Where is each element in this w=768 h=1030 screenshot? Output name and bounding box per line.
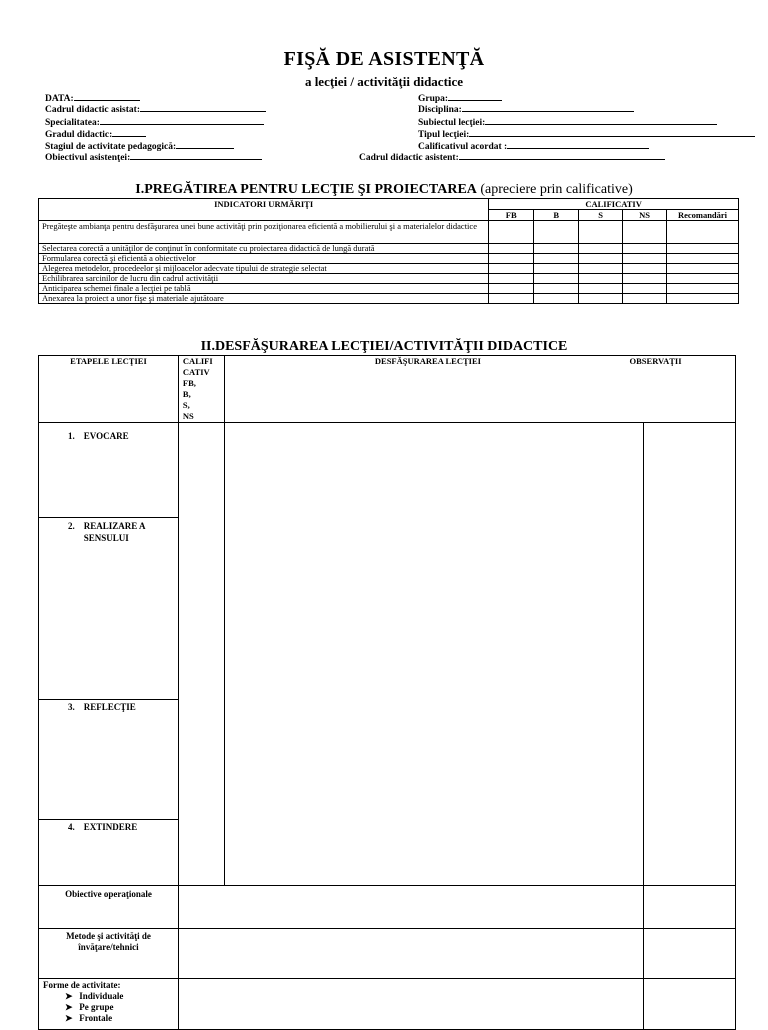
field-line[interactable] (469, 127, 755, 137)
grade-cell[interactable] (579, 294, 623, 304)
methods-row (39, 929, 736, 979)
field-label: Cadrul didactic asistat: (45, 105, 140, 115)
recommendation-cell[interactable] (667, 294, 739, 304)
field-label: Gradul didactic: (45, 130, 113, 140)
grade-cell[interactable] (534, 254, 579, 264)
field-line[interactable] (140, 102, 266, 112)
grade-cell[interactable] (534, 284, 579, 294)
indicator-text: Formularea corectă şi eficientă a obiectivelor (39, 254, 489, 264)
grade-cell[interactable] (489, 244, 534, 254)
grade-cell[interactable] (489, 294, 534, 304)
grade-s-header: S (579, 210, 623, 221)
arrow-bullet-icon: ➤ (65, 1013, 73, 1023)
recommendation-cell[interactable] (667, 254, 739, 264)
field-line[interactable] (100, 115, 264, 125)
table-row (39, 244, 739, 254)
indicators-header: INDICATORI URMĂRIŢI (39, 199, 489, 221)
page-subtitle: a lecţiei / activităţii didactice (304, 74, 464, 89)
field-label: Stagiul de activitate pedagogică: (45, 142, 177, 152)
observations-cell[interactable] (644, 979, 736, 1030)
field-label: Disciplina: (418, 105, 462, 115)
grade-cell[interactable] (579, 254, 623, 264)
field-label: Specialitatea: (45, 118, 100, 128)
list-item: ➤ Frontale (65, 1013, 113, 1023)
observations-header: OBSERVAŢII (629, 356, 682, 366)
stage-row (39, 423, 736, 518)
calificativ-header: CALIFICATIV (489, 199, 739, 210)
stage-extindere: 4. EXTINDERE (39, 820, 179, 886)
arrow-bullet-icon: ➤ (65, 991, 73, 1001)
table-row (39, 221, 739, 244)
indicator-text: Alegerea metodelor, procedeelor şi mijloacelor adecvate tipului de strategie selectat (39, 264, 489, 274)
forms-title: Forme de activitate: (43, 980, 121, 990)
indicator-text: Echilibrarea sarcinilor de lucru din cadrul activităţii (39, 274, 489, 284)
arrow-bullet-icon: ➤ (65, 1002, 73, 1012)
table-row (39, 274, 739, 284)
page-title: FIŞĂ DE ASISTENŢĂ (283, 48, 485, 70)
grade-cell[interactable] (534, 264, 579, 274)
preparation-table (38, 198, 739, 304)
recommendation-cell[interactable] (667, 264, 739, 274)
grade-cell[interactable] (623, 244, 667, 254)
field-label: Cadrul didactic asistent: (359, 153, 459, 163)
grade-cell[interactable] (489, 274, 534, 284)
forms-content-cell[interactable] (178, 979, 643, 1030)
field-line[interactable] (176, 139, 234, 149)
field-line[interactable] (130, 150, 262, 160)
methods-cell[interactable] (178, 929, 643, 979)
section1-title-bold: I.PREGĂTIREA PENTRU LECŢIE ŞI PROIECTAREA (135, 182, 477, 197)
grade-cell[interactable] (579, 274, 623, 284)
grade-cell[interactable] (623, 274, 667, 284)
grade-cell[interactable] (579, 244, 623, 254)
recommendation-cell[interactable] (667, 284, 739, 294)
table-row (39, 264, 739, 274)
stages-header: ETAPELE LECŢIEI (39, 356, 179, 423)
grade-cell[interactable] (623, 221, 667, 244)
grade-cell[interactable] (534, 221, 579, 244)
field-label: Obiectivul asistenţei: (45, 153, 131, 163)
operational-objectives-label: Obiective operaţionale (39, 886, 179, 929)
grade-cell[interactable] (489, 254, 534, 264)
field-line[interactable] (507, 139, 649, 149)
grade-cell[interactable] (579, 221, 623, 244)
grade-cell[interactable] (623, 264, 667, 274)
stage-reflectie: 3. REFLECŢIE (39, 700, 179, 820)
section2-title: II.DESFĂŞURAREA LECŢIEI/ACTIVITĂŢII DIDACTICE (200, 339, 568, 354)
observations-cell[interactable] (644, 423, 736, 886)
field-line[interactable] (485, 115, 717, 125)
observations-cell[interactable] (644, 929, 736, 979)
stage-evocare: 1. EVOCARE (39, 423, 179, 518)
grade-cell[interactable] (534, 294, 579, 304)
methods-label: Metode şi activităţi de învăţare/tehnici (39, 929, 179, 979)
grade-b-header: B (534, 210, 579, 221)
grade-cell[interactable] (579, 284, 623, 294)
indicator-text: Pregăteşte ambianţa pentru desfăşurarea unei bune activităţi prin poziţionarea eficientă a mobilierului şi a materialelor didactice (39, 221, 489, 244)
grade-cell[interactable] (178, 423, 224, 886)
grade-header: CALIFI CATIV FB, B, S, NS (178, 356, 224, 423)
section1-title (0, 182, 768, 198)
field-line[interactable] (74, 91, 140, 101)
field-line[interactable] (459, 150, 665, 160)
table-row (39, 254, 739, 264)
recommendation-cell[interactable] (667, 274, 739, 284)
field-line[interactable] (448, 91, 502, 101)
field-line[interactable] (112, 127, 146, 137)
recommendation-cell[interactable] (667, 244, 739, 254)
grade-cell[interactable] (623, 294, 667, 304)
grade-cell[interactable] (579, 264, 623, 274)
recommendation-cell[interactable] (667, 221, 739, 244)
lesson-table (38, 355, 736, 1030)
grade-fb-header: FB (489, 210, 534, 221)
field-label: Tipul lecţiei: (418, 130, 470, 140)
table-row (39, 284, 739, 294)
stage-realizare: 2. REALIZARE A SENSULUI (39, 518, 179, 700)
content-header (224, 356, 735, 423)
field-label: DATA: (45, 94, 74, 104)
grade-cell[interactable] (489, 264, 534, 274)
field-cadru-asistat[interactable] (45, 102, 266, 116)
recommendations-header: Recomandări (667, 210, 739, 221)
grade-cell[interactable] (489, 221, 534, 244)
field-obiectivul[interactable] (45, 150, 262, 164)
objectives-row (39, 886, 736, 929)
indicator-text: Anexarea la proiect a unor fişe şi materiale ajutătoare (39, 294, 489, 304)
observations-cell[interactable] (644, 886, 736, 929)
content-header-label: DESFĂŞURAREA LECŢIEI (374, 356, 481, 366)
grade-ns-header: NS (623, 210, 667, 221)
grade-cell[interactable] (623, 284, 667, 294)
indicator-text: Selectarea corectă a unităţilor de conţinut în conformitate cu proiectarea didactică de lungă durată (39, 244, 489, 254)
forms-row (39, 979, 736, 1030)
grade-cell[interactable] (534, 244, 579, 254)
field-label: Calificativul acordat : (418, 142, 508, 152)
field-label: Subiectul lecţiei: (418, 118, 486, 128)
grade-cell[interactable] (534, 274, 579, 284)
list-item: ➤ Individuale (65, 991, 124, 1001)
indicator-text: Anticiparea schemei finale a lecţiei pe tablă (39, 284, 489, 294)
grade-cell[interactable] (623, 254, 667, 264)
field-cadru-asistent[interactable] (359, 150, 665, 164)
field-label: Grupa: (418, 94, 449, 104)
forms-cell (39, 979, 179, 1030)
objectives-cell[interactable] (178, 886, 643, 929)
field-line[interactable] (462, 102, 634, 112)
content-cell[interactable] (224, 423, 643, 886)
table-row (39, 294, 739, 304)
section1-title-note: (apreciere prin calificative) (480, 182, 633, 197)
list-item: ➤ Pe grupe (65, 1002, 114, 1012)
grade-cell[interactable] (489, 284, 534, 294)
field-disciplina[interactable] (418, 102, 634, 116)
